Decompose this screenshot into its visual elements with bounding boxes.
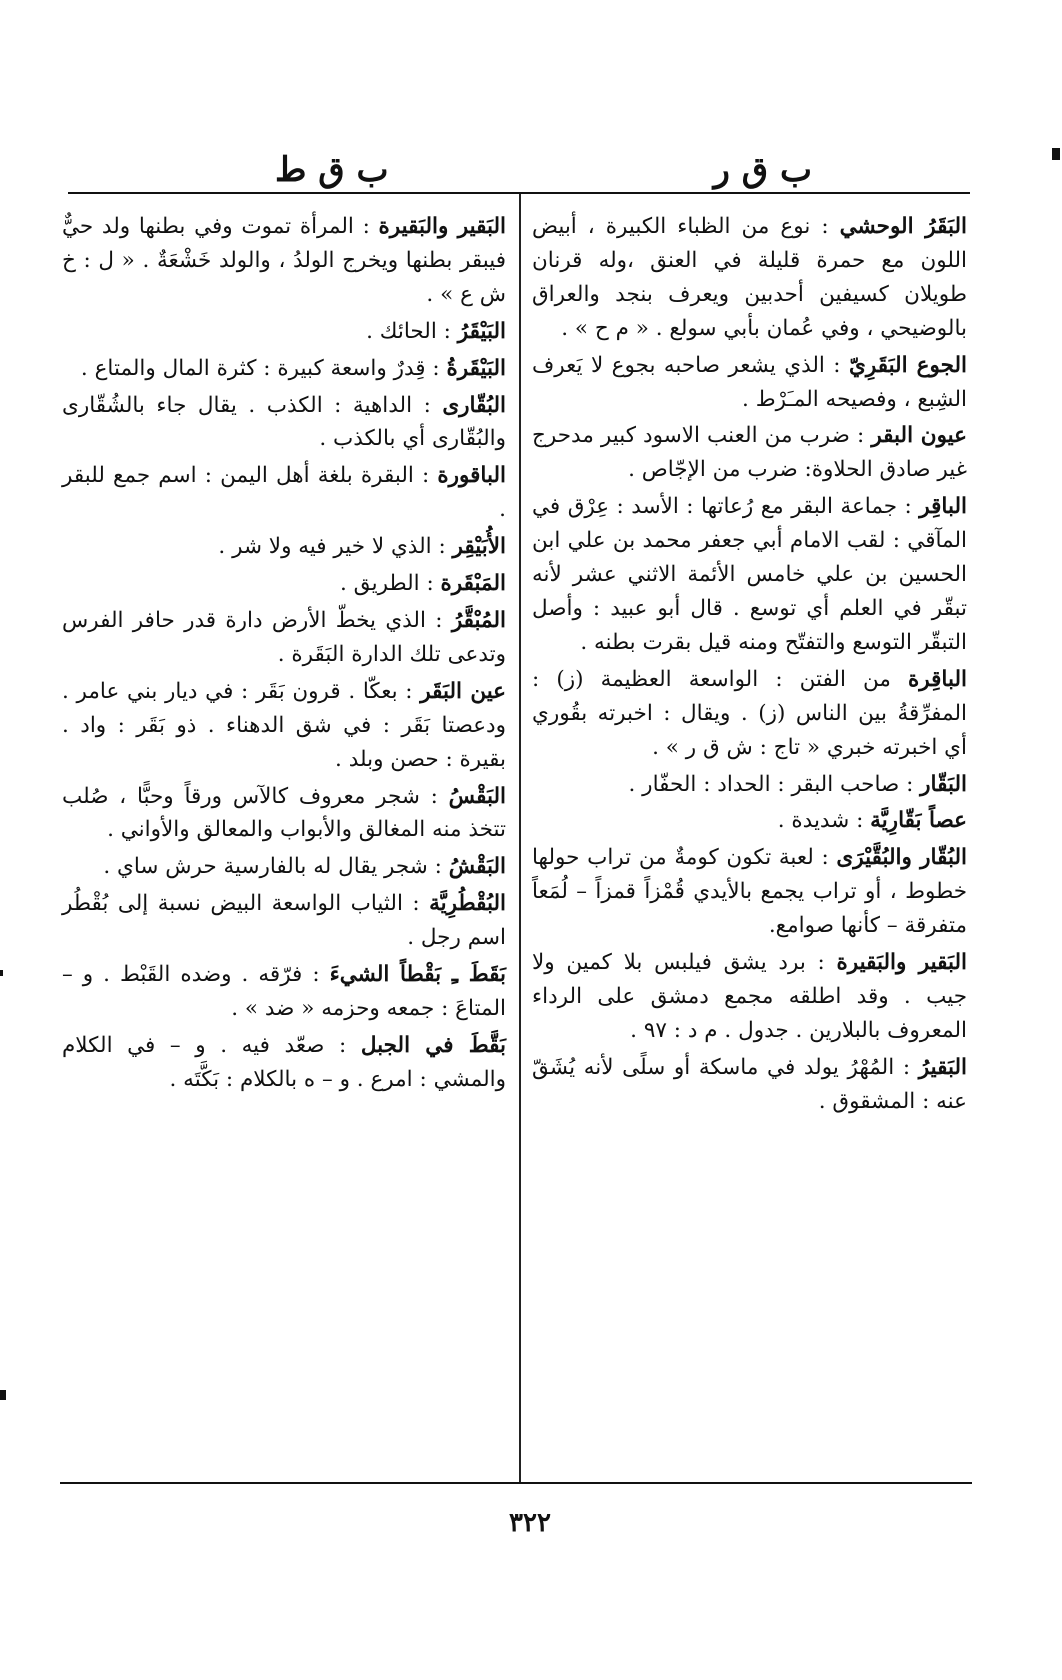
dictionary-entry bbox=[532, 841, 967, 943]
entry-headword: عصاً بَقّارِيَّة bbox=[870, 808, 967, 834]
running-header-right: ب ق ر bbox=[713, 150, 812, 190]
entry-headword: البَقْسُ bbox=[448, 783, 506, 809]
footer-rule bbox=[60, 1482, 972, 1484]
entry-headword: البَيْقَرةُ bbox=[446, 355, 506, 381]
dictionary-entry bbox=[532, 419, 967, 487]
entry-definition: : شديدة . bbox=[777, 808, 864, 834]
entry-headword: البَقَرُ الوحشي bbox=[839, 214, 967, 239]
entry-headword: البَيْقَرُ bbox=[457, 318, 506, 344]
entry-definition: : ضرب من العنب الاسود كبير مدحرج غير صادق الحلاوة: ضرب من الإجّاص . bbox=[532, 423, 967, 483]
entry-definition: من الفتن : الواسعة العظيمة (ز) : المفرِّقةُ بين الناس (ز) . ويقال : اخبرته بقُوري أي اخبرته خبري « تاج : ش ق ر » . bbox=[532, 666, 967, 760]
scan-mark bbox=[0, 970, 3, 976]
entry-definition: : برد يشق فيلبس بلا كمين ولا جيب . وقد اطلقه مجمع دمشق على الرداء المعروف بالبلارين . جدول . م د : ٩٧ . bbox=[532, 950, 967, 1043]
dictionary-entry bbox=[62, 389, 506, 457]
entry-definition: : الذي يخطّ الأرض دارة قدر حافر الفرس وتدعى تلك الدارة البَقَرة . bbox=[62, 607, 506, 667]
dictionary-entry bbox=[62, 958, 506, 1026]
entry-headword: الباقورة bbox=[437, 463, 506, 489]
entry-headword: الباقِر bbox=[919, 494, 967, 520]
entry-headword: الجوع البَقَرِيّ bbox=[849, 352, 967, 378]
entry-headword: عين البَقَر bbox=[420, 678, 507, 704]
entry-headword: البَقير والبَقيرة bbox=[836, 950, 968, 976]
column-divider bbox=[519, 194, 521, 1482]
entry-definition: : بعكّا . قرون بَقَر : في ديار بني عامر . ودعصتا بَقَر : في شق الدهناء . ذو بَقَر : واد . بقيرة : حصن وبلد . bbox=[62, 678, 506, 772]
entry-definition: : شجر معروف كالآس ورقاً وحبًّا ، صُلب تتخذ منه المغالق والأبواب والمعالق والأواني . bbox=[62, 783, 506, 843]
entry-headword: البُقْطُرِيَّة bbox=[429, 891, 506, 917]
entry-definition: : المرأة تموت وفي بطنها ولد حيٌّ فيبقر بطنها ويخرج الولدُ ، والولد خَشْعَةٌ . « ل : خ ش ع » . bbox=[62, 214, 506, 307]
page-number: ٣٢٢ bbox=[509, 1508, 551, 1538]
entry-headword: البَقير والبَقيرة bbox=[378, 214, 506, 239]
entry-headword: المُبْقَّرُ bbox=[451, 607, 506, 633]
running-header-left: ب ق ط bbox=[275, 150, 389, 190]
entry-headword: بَقَطَ ـِ بَقْطاً الشيءَ bbox=[329, 962, 506, 988]
dictionary-entry bbox=[62, 567, 506, 601]
dictionary-entry bbox=[62, 850, 506, 884]
entry-definition: : الداهية : الكذب . يقال جاء بالشُقّارى والبُقّارى أي بالكذب . bbox=[62, 392, 506, 452]
dictionary-entry bbox=[532, 804, 967, 838]
dictionary-entry bbox=[62, 530, 506, 564]
dictionary-entry bbox=[532, 946, 967, 1048]
scan-mark bbox=[0, 1390, 6, 1400]
entry-headword: المَبْقَرة bbox=[440, 571, 506, 597]
entry-definition: : شجر يقال له بالفارسية حرش ساي . bbox=[103, 854, 442, 880]
dictionary-entry bbox=[532, 210, 967, 346]
entry-definition: : جماعة البقر مع رُعاتها : الأسد : عِرْق في المآقي : لقب الامام أبي جعفر محمد بن علي ابن الحسين بن علي خامس الأئمة الاثني عشر لأنه تبقّر في العلم أي توسع . قال أبو عبيد : وأصل التبقّر التوسع والتفتّح ومنه قيل بقرت بطنه . bbox=[532, 494, 967, 655]
dictionary-entry bbox=[62, 887, 506, 955]
dictionary-entry bbox=[62, 780, 506, 848]
entry-definition: : الطريق . bbox=[340, 571, 434, 597]
scan-mark bbox=[1052, 148, 1060, 160]
dictionary-entry bbox=[532, 663, 967, 765]
entry-definition: : نوع من الظباء الكبيرة ، أبيض اللون مع حمرة قليلة في العنق ،وله قرنان طويلان كسيفين أحدبين ويعرف بنجد والعراق بالوضيحي ، وفي عُمان بأبي سولع . « م ح » . bbox=[532, 214, 967, 341]
entry-definition: : المُهْرُ يولد في ماسكة أو سلًى لأنه يُشَقّ عنه : المشقوق . bbox=[532, 1054, 967, 1114]
entry-headword: البُقّار والبُقَّيْرَى bbox=[836, 845, 967, 871]
dictionary-entry bbox=[62, 315, 506, 349]
entry-headword: البُقّارى bbox=[442, 392, 506, 418]
right-column bbox=[532, 210, 967, 1122]
dictionary-entry bbox=[532, 1051, 967, 1119]
entry-headword: البَقيرُ bbox=[918, 1054, 967, 1080]
entry-definition: : فرّقه . وضده القَبْط . و – المتاعَ : جمعه وحزمه « ضد » . bbox=[62, 962, 506, 1021]
dictionary-entry bbox=[62, 459, 506, 527]
dictionary-entry bbox=[62, 1029, 506, 1097]
dictionary-entry bbox=[532, 349, 967, 417]
dictionary-entry bbox=[532, 490, 967, 660]
entry-definition: : صعّد فيه . و – في الكلام والمشي : امرع . و – ه بالكلام : بَكَّتَه . bbox=[62, 1032, 506, 1092]
entry-definition: : قِدرٌ واسعة كبيرة : كثرة المال والمتاع . bbox=[80, 355, 440, 381]
entry-headword: الأُبَيْقِر bbox=[452, 534, 506, 560]
entry-definition: : الحائك . bbox=[366, 318, 451, 344]
entry-definition: : الذي يشعر صاحبه بجوع لا يَعرف الشِبع ، وفصيحه المـَرْط . bbox=[532, 352, 967, 412]
entry-headword: بَقَّطَ في الجبل bbox=[360, 1032, 506, 1058]
left-column bbox=[62, 210, 506, 1100]
entry-definition: : لعبة تكون كومةٌ من تراب حولها خطوط ، أو تراب يجمع بالأيدي قُمْزاً قمزاً – لُمَعاً متفرقة – كأنها صوامع. bbox=[532, 845, 967, 939]
entry-definition: : البقرة بلغة أهل اليمن : اسم جمع للبقر . bbox=[62, 463, 506, 523]
entry-definition: : الثياب الواسعة البيض نسبة إلى بُقْطُر اسم رجل . bbox=[62, 891, 506, 951]
dictionary-entry bbox=[532, 768, 967, 802]
dictionary-entry bbox=[62, 675, 506, 777]
entry-definition: : صاحب البقر : الحداد : الحفّار . bbox=[628, 771, 914, 797]
entry-headword: الباقِرة bbox=[908, 666, 967, 692]
entry-headword: البَقّار bbox=[920, 771, 967, 797]
dictionary-entry bbox=[62, 210, 506, 312]
dictionary-entry bbox=[62, 604, 506, 672]
entry-definition: : الذي لا خير فيه ولا شر . bbox=[218, 534, 446, 560]
entry-headword: عيون البقر bbox=[871, 423, 967, 449]
dictionary-entry bbox=[62, 352, 506, 386]
entry-headword: البَقْشُ bbox=[448, 854, 506, 880]
